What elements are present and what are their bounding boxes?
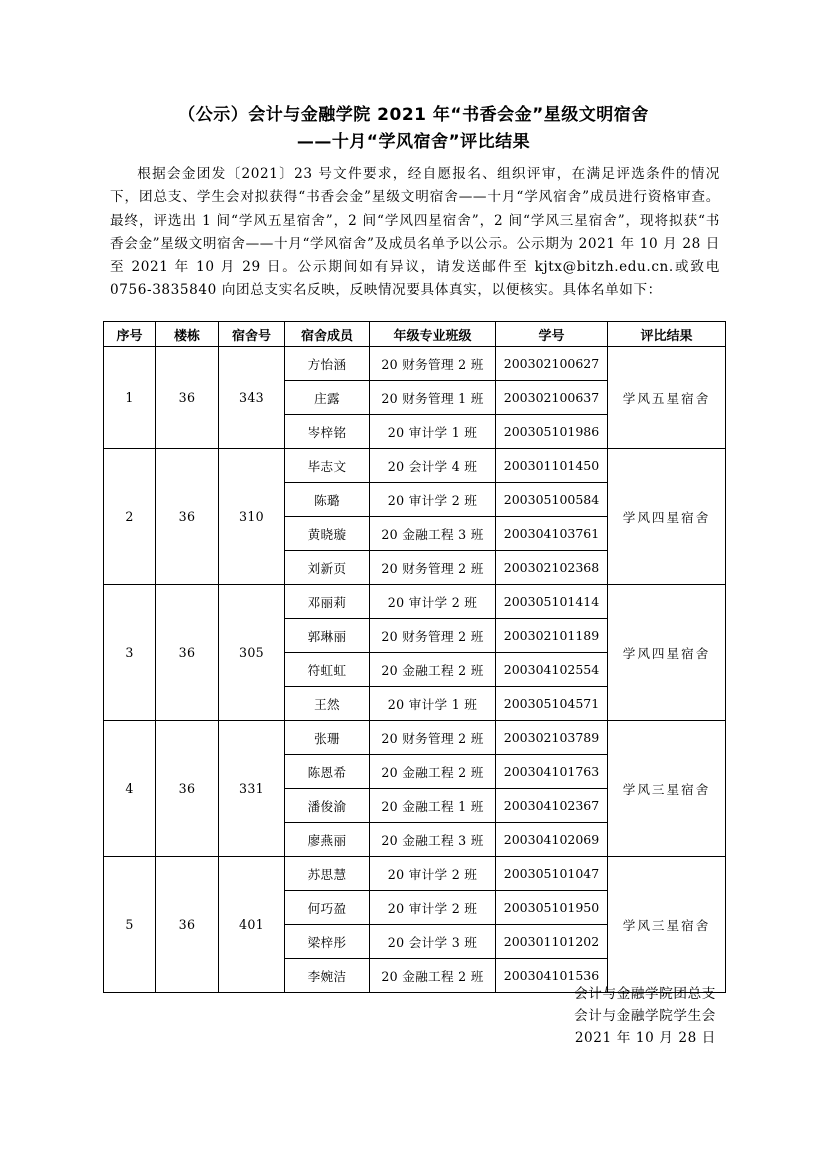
member-class-cell: 20 审计学 2 班 xyxy=(370,857,496,891)
member-class-cell: 20 金融工程 2 班 xyxy=(370,755,496,789)
intro-paragraph: 根据会金团发〔2021〕23 号文件要求，经自愿报名、组织评审，在满足评选条件的情况下，团总支、学生会对拟获得“书香会金”星级文明宿舍——十月“学风宿舍”成员进行资格审查。最终，评选出 1 间“学风五星宿舍”，2 间“学风四星宿舍”，2 间“学风三星宿舍”，现将拟获“书香会金”星级文明宿舍——十月“学风宿舍”及成员名单予以公示。公示期为 2021 年 10 月 28 日至 2021 年 10 月 29 日。公示期间如有异议，请发送邮件至 kjtx@bitzh.edu.cn.或致电 0756-3835840 向团总支实名反映，反映情况要具体真实，以便核实。具体名单如下： xyxy=(110,166,720,299)
room-cell: 401 xyxy=(219,857,285,993)
building-cell: 36 xyxy=(156,347,219,449)
header-cell: 学号 xyxy=(496,322,608,347)
member-name-cell: 刘新页 xyxy=(285,551,370,585)
dorm-number-cell: 3 xyxy=(104,585,156,721)
member-name-cell: 黄晓璇 xyxy=(285,517,370,551)
room-cell: 343 xyxy=(219,347,285,449)
building-cell: 36 xyxy=(156,585,219,721)
member-class-cell: 20 金融工程 3 班 xyxy=(370,823,496,857)
member-id-cell: 200302100627 xyxy=(496,347,608,381)
building-cell: 36 xyxy=(156,721,219,857)
member-name-cell: 庄露 xyxy=(285,381,370,415)
member-name-cell: 毕志文 xyxy=(285,449,370,483)
member-class-cell: 20 会计学 4 班 xyxy=(370,449,496,483)
table-row xyxy=(104,585,726,619)
member-id-cell: 200305104571 xyxy=(496,687,608,721)
member-id-cell: 200302100637 xyxy=(496,381,608,415)
member-id-cell: 200304101536 xyxy=(496,959,608,993)
member-class-cell: 20 财务管理 2 班 xyxy=(370,347,496,381)
header-cell: 宿舍成员 xyxy=(285,322,370,347)
member-name-cell: 王然 xyxy=(285,687,370,721)
dorm-number-cell: 2 xyxy=(104,449,156,585)
member-class-cell: 20 金融工程 3 班 xyxy=(370,517,496,551)
document-title-line1: （公示）会计与金融学院 2021 年“书香会金”星级文明宿舍 xyxy=(178,105,649,125)
result-cell: 学风三星宿舍 xyxy=(608,721,726,857)
member-class-cell: 20 会计学 3 班 xyxy=(370,925,496,959)
member-id-cell: 200304102069 xyxy=(496,823,608,857)
member-class-cell: 20 审计学 2 班 xyxy=(370,585,496,619)
member-class-cell: 20 财务管理 2 班 xyxy=(370,619,496,653)
member-id-cell: 200304101763 xyxy=(496,755,608,789)
member-id-cell: 200304102554 xyxy=(496,653,608,687)
member-id-cell: 200304103761 xyxy=(496,517,608,551)
member-name-cell: 郭琳丽 xyxy=(285,619,370,653)
results-table xyxy=(103,321,726,993)
signature-org-league: 会计与金融学院团总支 xyxy=(574,986,716,1002)
room-cell: 310 xyxy=(219,449,285,585)
member-id-cell: 200301101202 xyxy=(496,925,608,959)
member-class-cell: 20 金融工程 2 班 xyxy=(370,653,496,687)
table-row xyxy=(104,347,726,381)
member-id-cell: 200305101414 xyxy=(496,585,608,619)
building-cell: 36 xyxy=(156,449,219,585)
member-name-cell: 方怡涵 xyxy=(285,347,370,381)
member-class-cell: 20 财务管理 1 班 xyxy=(370,381,496,415)
member-name-cell: 何巧盈 xyxy=(285,891,370,925)
member-name-cell: 邓丽莉 xyxy=(285,585,370,619)
table-header-row xyxy=(104,322,726,347)
dorm-number-cell: 5 xyxy=(104,857,156,993)
header-cell: 年级专业班级 xyxy=(370,322,496,347)
building-cell: 36 xyxy=(156,857,219,993)
member-name-cell: 张珊 xyxy=(285,721,370,755)
member-class-cell: 20 金融工程 1 班 xyxy=(370,789,496,823)
member-class-cell: 20 审计学 2 班 xyxy=(370,483,496,517)
member-id-cell: 200301101450 xyxy=(496,449,608,483)
member-id-cell: 200305101950 xyxy=(496,891,608,925)
result-cell: 学风四星宿舍 xyxy=(608,449,726,585)
room-cell: 305 xyxy=(219,585,285,721)
header-cell: 宿舍号 xyxy=(219,322,285,347)
member-name-cell: 苏思慧 xyxy=(285,857,370,891)
dorm-number-cell: 1 xyxy=(104,347,156,449)
member-name-cell: 岑梓铭 xyxy=(285,415,370,449)
member-id-cell: 200305100584 xyxy=(496,483,608,517)
result-cell: 学风四星宿舍 xyxy=(608,585,726,721)
result-cell: 学风五星宿舍 xyxy=(608,347,726,449)
member-name-cell: 梁梓彤 xyxy=(285,925,370,959)
member-name-cell: 陈恩希 xyxy=(285,755,370,789)
result-cell: 学风三星宿舍 xyxy=(608,857,726,993)
table-row xyxy=(104,449,726,483)
header-cell: 评比结果 xyxy=(608,322,726,347)
document-title-line2: ——十月“学风宿舍”评比结果 xyxy=(296,132,531,152)
signature-org-union: 会计与金融学院学生会 xyxy=(574,1008,716,1024)
member-name-cell: 潘俊渝 xyxy=(285,789,370,823)
member-class-cell: 20 审计学 2 班 xyxy=(370,891,496,925)
table-row xyxy=(104,857,726,891)
member-class-cell: 20 财务管理 2 班 xyxy=(370,721,496,755)
member-id-cell: 200302101189 xyxy=(496,619,608,653)
header-cell: 楼栋 xyxy=(156,322,219,347)
member-class-cell: 20 审计学 1 班 xyxy=(370,687,496,721)
member-class-cell: 20 审计学 1 班 xyxy=(370,415,496,449)
member-id-cell: 200305101047 xyxy=(496,857,608,891)
member-class-cell: 20 财务管理 2 班 xyxy=(370,551,496,585)
member-id-cell: 200302102368 xyxy=(496,551,608,585)
member-name-cell: 符虹虹 xyxy=(285,653,370,687)
member-name-cell: 李婉洁 xyxy=(285,959,370,993)
room-cell: 331 xyxy=(219,721,285,857)
member-name-cell: 陈璐 xyxy=(285,483,370,517)
member-name-cell: 廖燕丽 xyxy=(285,823,370,857)
header-cell: 序号 xyxy=(104,322,156,347)
dorm-number-cell: 4 xyxy=(104,721,156,857)
member-id-cell: 200304102367 xyxy=(496,789,608,823)
table-row xyxy=(104,721,726,755)
member-class-cell: 20 金融工程 2 班 xyxy=(370,959,496,993)
member-id-cell: 200302103789 xyxy=(496,721,608,755)
signature-date: 2021 年 10 月 28 日 xyxy=(574,1030,716,1046)
member-id-cell: 200305101986 xyxy=(496,415,608,449)
